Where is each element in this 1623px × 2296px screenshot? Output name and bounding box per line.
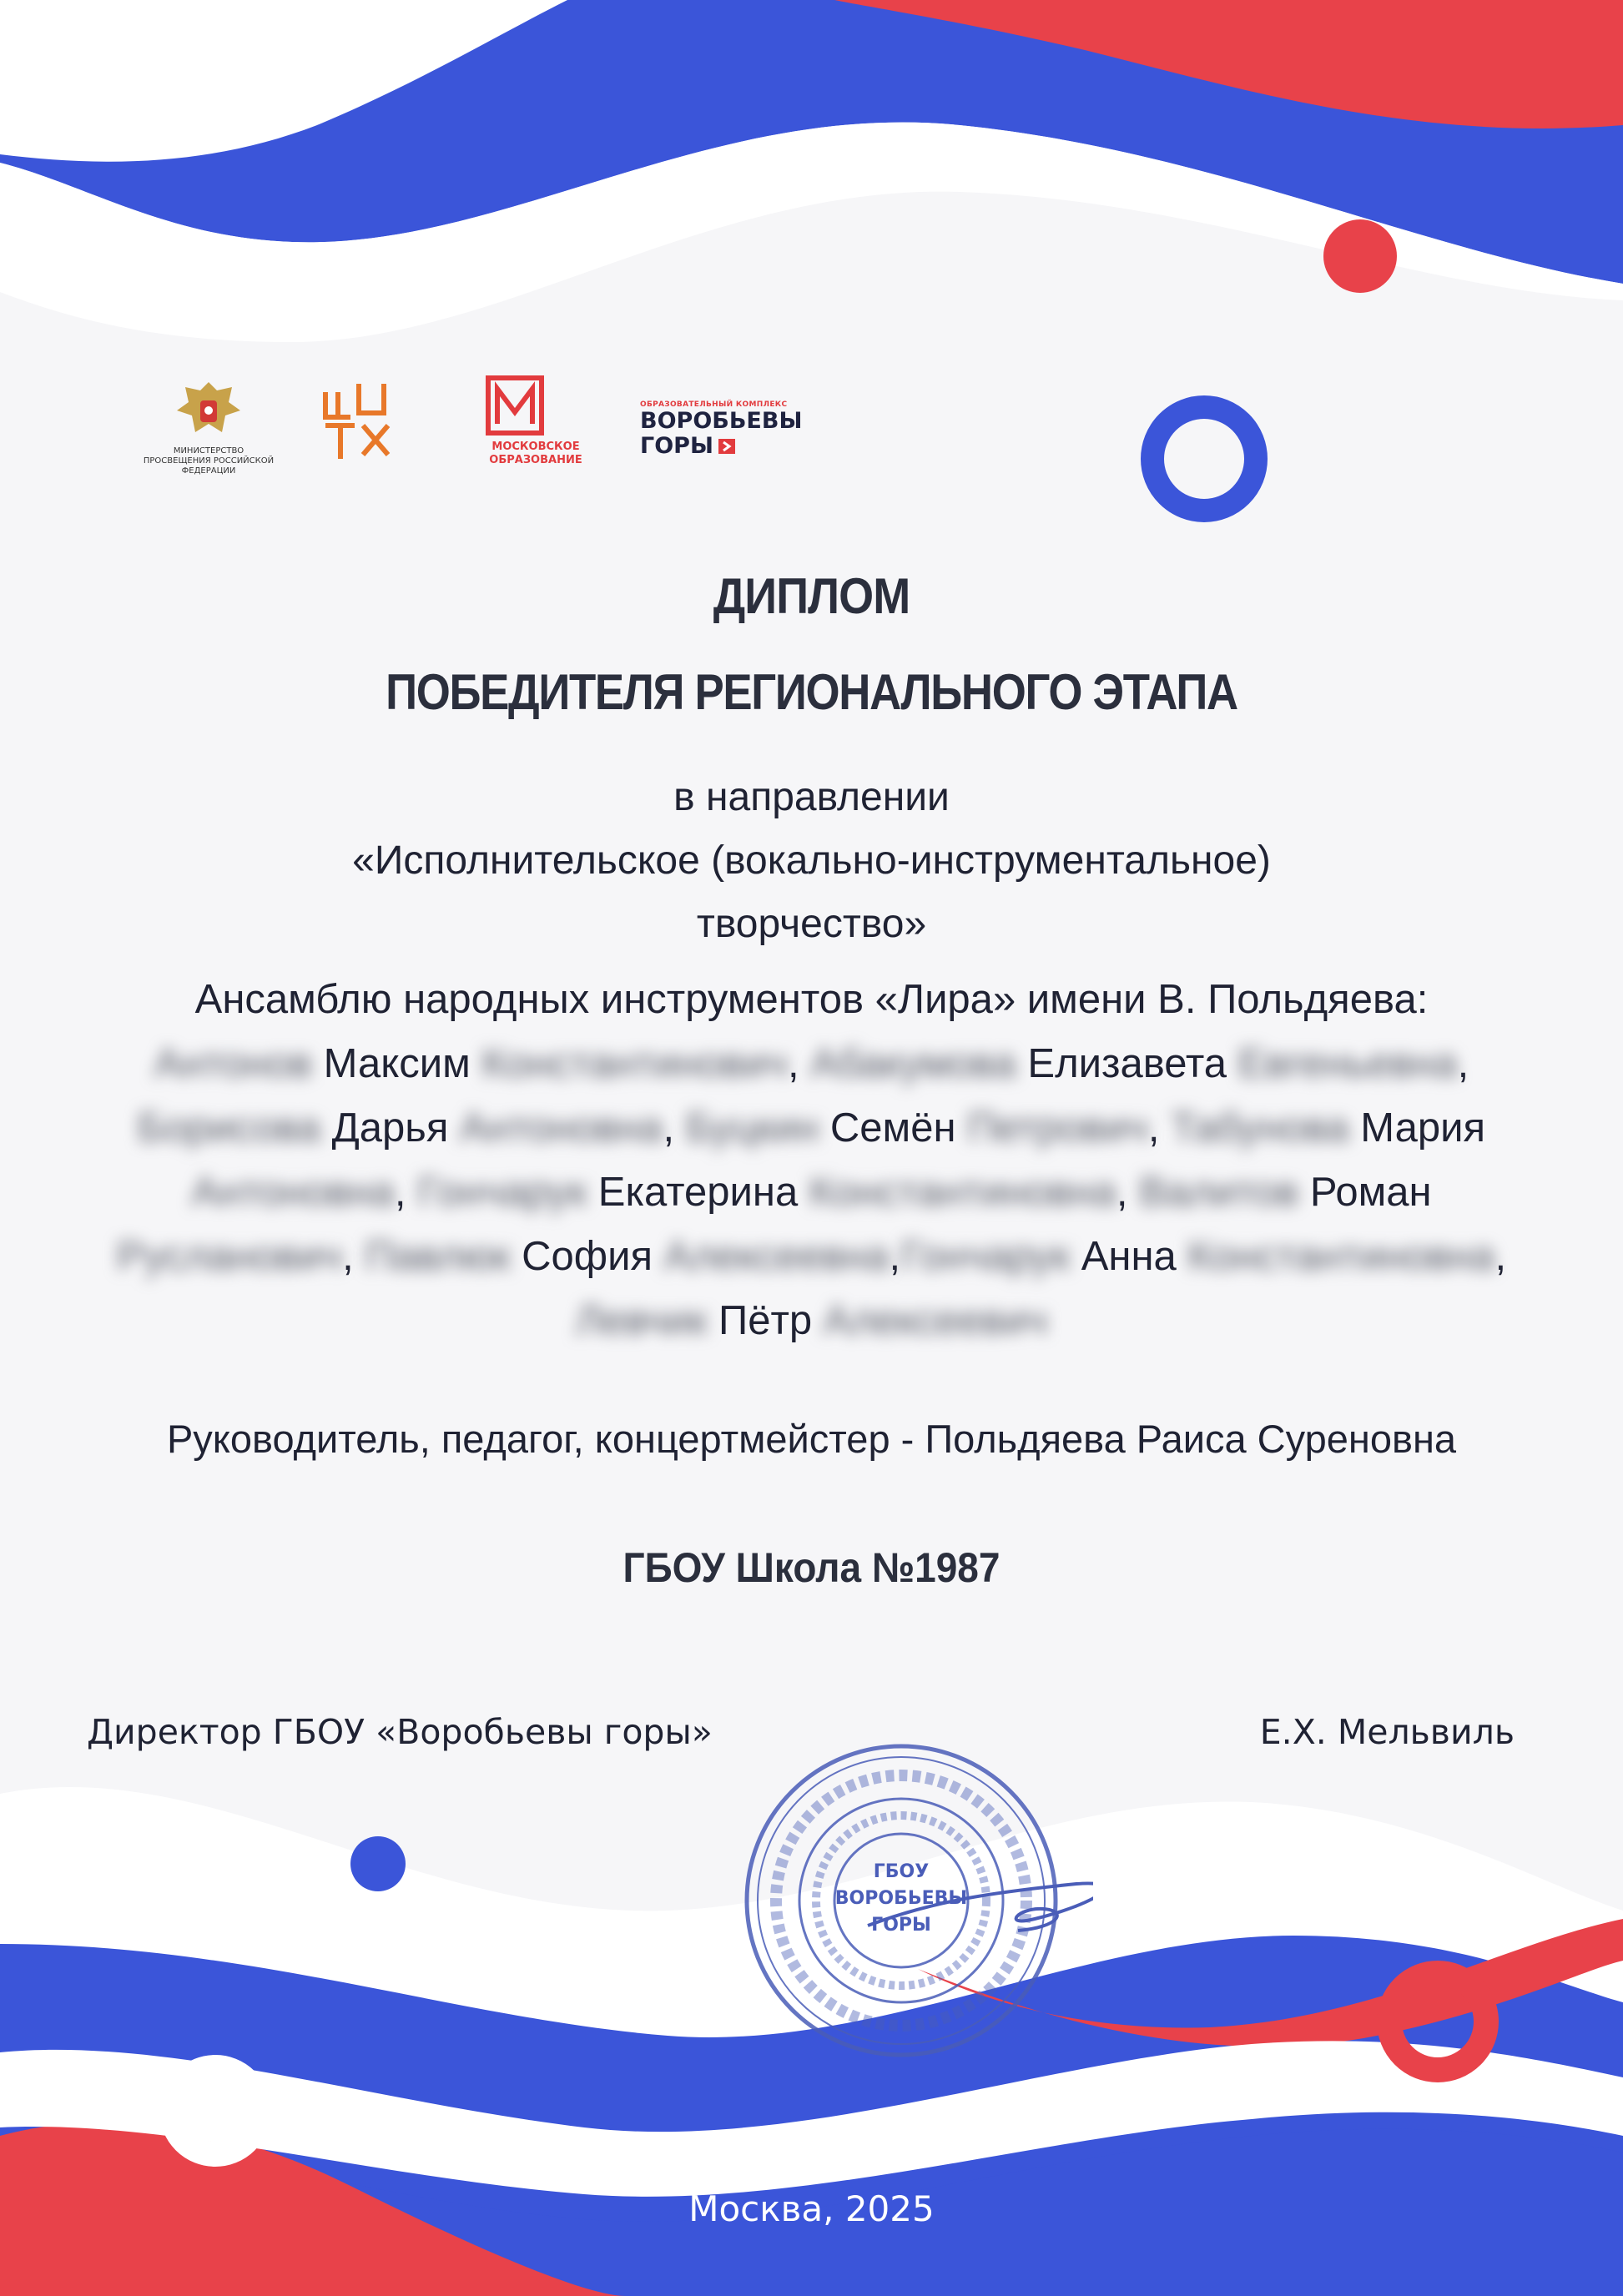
school-mark-icon [717,437,737,456]
ensemble-block [92,968,1531,1353]
school-complex-sub: ОБРАЗОВАТЕЛЬНЫЙ КОМПЛЕКС [640,400,788,409]
member-first-name: Елизавета [1027,1041,1227,1086]
moscow-education-caption: МОСКОВСКОЕ ОБРАЗОВАНИЕ [489,441,582,466]
direction-name-line2: творчество» [696,902,927,946]
director-title: Директор ГБОУ «Воробьевы горы» [87,1712,713,1752]
diploma-title: ДИПЛОМ [713,568,910,624]
member-first-name: Семён [829,1105,956,1151]
city-year: Москва, 2025 [688,2188,935,2229]
school-complex-line2: ГОРЫ [640,433,713,459]
red-dot-top [1323,219,1397,293]
members-list: Антонов Максим Константинович, Абакумова Елизавета Евгеньевна, Борисова Дарья Антоновна, Буцкин Семён Петрович, Табунова Мария Антоновна, Гончарук Екатерина Константиновна, Валитов Роман Русланович, Павлюк София Алексеевна,Гончарук Анна Константиновна, Левчик Пётр Алексеевич [116,1041,1507,1343]
member-first-name: Екатерина [597,1170,799,1215]
coat-of-arms-icon [142,375,275,446]
moscow-education-icon [486,375,544,441]
cvt-monogram-icon [317,375,409,476]
blue-dot-bottom [350,1836,406,1891]
direction-name-line1: «Исполнительское (вокально-инструментальное) [352,838,1271,883]
member-first-name: Мария [1360,1105,1486,1151]
member-first-name: Максим [323,1041,471,1086]
stamp-center-line2: ВОРОБЬЕВЫ [834,1888,968,1909]
direction-intro: в направлении [673,775,950,819]
member-first-name: София [522,1234,653,1279]
official-stamp [743,1734,1093,2067]
school-complex-line1: ВОРОБЬЕВЫ [640,408,803,434]
stamp-center-line3: ГОРЫ [871,1915,931,1936]
leader-line: Руководитель, педагог, концертмейстер - Польдяева Раиса Суреновна [166,1417,1457,1461]
ministry-logo [142,375,275,476]
direction-block [0,766,1623,956]
blue-ring-top [1152,407,1256,511]
vorobyovy-gory-logo [640,400,824,459]
ensemble-intro: Ансамблю народных инструментов «Лира» имени В. Польдяева: [194,977,1429,1022]
director-name: Е.Х. Мельвиль [1259,1712,1515,1752]
member-first-name: Дарья [331,1105,449,1151]
diploma-subtitle: ПОБЕДИТЕЛЯ РЕГИОНАЛЬНОГО ЭТАПА [386,664,1237,720]
member-first-name: Роман [1309,1170,1432,1215]
moscow-education-logo [486,375,586,467]
cvt-logo [317,375,409,476]
member-first-name: Анна [1081,1234,1177,1279]
member-first-name: Пётр [718,1298,813,1343]
school-name: ГБОУ Школа №1987 [622,1544,1001,1591]
stamp-center-line1: ГБОУ [873,1861,930,1882]
ministry-caption: МИНИСТЕРСТВО ПРОСВЕЩЕНИЯ РОССИЙСКОЙ ФЕДЕРАЦИИ [143,446,275,476]
